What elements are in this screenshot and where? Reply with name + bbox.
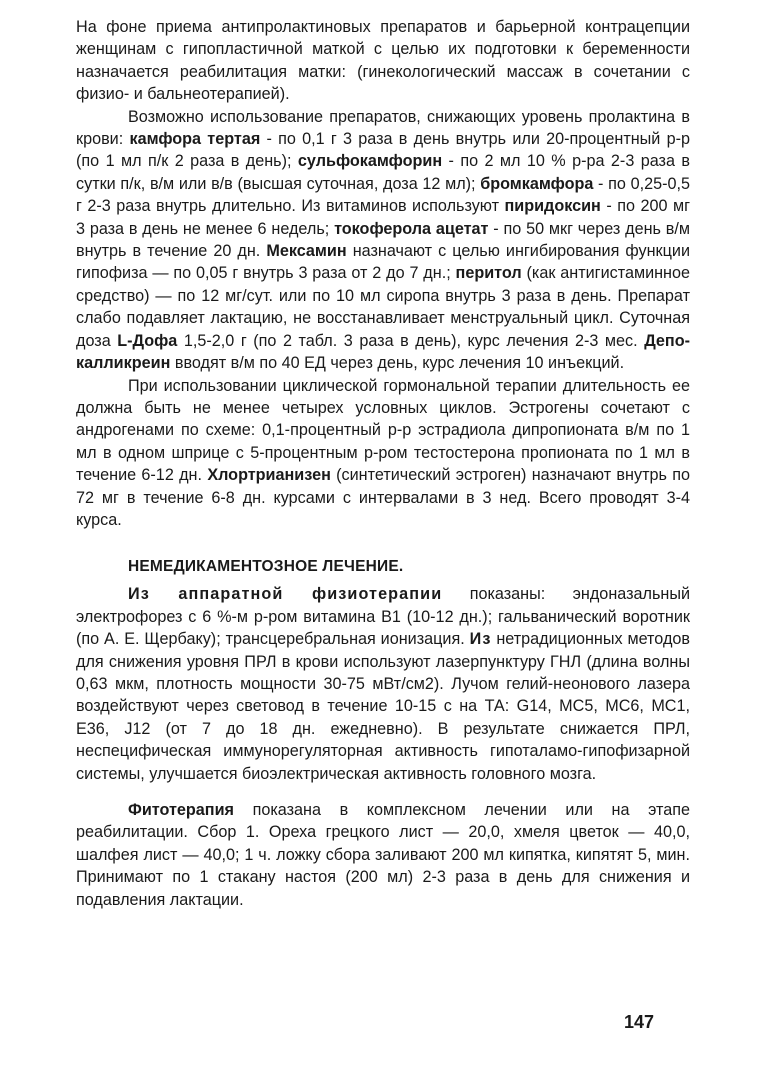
drug-name: перитол	[455, 264, 522, 283]
paragraph-text: При использовании циклической гормональной терапии длительность ее должна быть не менее четырех условных циклов. Эстрогены сочетают с андрогенами по схеме: 0,1-процентный р-р эстрадиола дипропионата в/м по 1 мл в одном шприце с 5-процентным р-ром тестостерона пропионата по 1 мл в течение 6-12 дн.	[76, 376, 690, 485]
paragraph-text: На фоне приема антипролактиновых препаратов и барьерной контрацепции женщинам с гипопластичной маткой с целью их подготовки к беременности назначается реабилитация матки: (гинекологический массаж в сочетании с физио- и бальнеотерапией).	[76, 18, 690, 104]
paragraph-text: - по 2 мл 10 % р-ра 2-3 раза в сутки п/к, в/м или в/в (высшая суточная, доза 12 мл);	[76, 152, 690, 193]
paragraph-text: показана в комплексном лечении или на этапе реабилитации. Сбор 1. Ореха грецкого лист — 20,0, хмеля цветок — 40,0, шалфея лист — 40,0; 1 ч. ложку сбора заливают 200 мл кипятка, кипятят 5, мин. Принимают по 1 стакану настоя (200 мл) 2-3 раза в день для снижения и подавления лактации.	[76, 801, 690, 909]
paragraph-hormone-therapy	[76, 375, 690, 532]
paragraph-text: - по 0,1 г 3 раза в день внутрь или 20-процентный р-р (по 1 мл п/к 2 раза в день);	[76, 130, 690, 171]
section-heading: НЕМЕДИКАМЕНТОЗНОЕ ЛЕЧЕНИЕ.	[128, 558, 404, 576]
paragraph-text: Возможно использование препаратов, снижающих уровень пролактина в крови:	[76, 107, 690, 149]
drug-name: бромкамфора	[480, 174, 594, 193]
paragraph-phytotherapy	[76, 799, 690, 911]
page-number: 147	[624, 1012, 655, 1032]
drug-name: токоферола ацетат	[334, 219, 489, 238]
drug-name: Депо-калликреин	[76, 331, 690, 373]
page-body	[76, 16, 690, 911]
drug-name: L-Дофа	[117, 331, 178, 350]
paragraph-physiotherapy	[76, 583, 690, 785]
paragraph-text: - по 200 мг 3 раза в день не менее 6 недель;	[76, 197, 690, 238]
drug-name: Мексамин	[266, 242, 347, 261]
paragraph-text: показаны: эндоназальный электрофорез с 6 %-м р-ром витамина В1 (10-12 дн.); гальванический воротник (по А. Е. Щербаку); трансцеребральная ионизация.	[76, 585, 690, 649]
paragraph-rehabilitation	[76, 16, 690, 106]
paragraph-text: (как антигистаминное средство) — по 12 мг/сут. или по 10 мл сиропа внутрь 3 раза в день. Препарат слабо подавляет лактацию, не восстанавливает менструальный цикл. Суточная доза	[76, 264, 690, 350]
drug-name: пиридоксин	[504, 197, 601, 216]
paragraph-text: 1,5-2,0 г (по 2 табл. 3 раза в день), курс лечения 2-3 мес.	[177, 331, 645, 350]
paragraph-text: назначают с целью ингибирования функции гипофиза — по 0,05 г внутрь 3 раза от 2 до 7 дн.;	[76, 242, 690, 283]
paragraph-text: нетрадиционных методов для снижения уровня ПРЛ в крови используют лазерпунктуру ГНЛ (длина волны 0,63 мкм, плотность мощности 30-75 мВт/см2). Лучом гелий-неонового лазера воздействуют через световод в течение 10-15 с на ТА: G14, МС5, МС6, МС1, E36, J12 (от 7 до 18 дн. ежедневно). В результате снижается ПРЛ, неспецифическая иммунорегуляторная активность гипоталамо-гипофизарной системы, улучшается биоэлектрическая активность головного мозга.	[76, 630, 690, 783]
emphasis-text: Из	[469, 630, 492, 649]
drug-name: сульфокамфорин	[297, 152, 443, 171]
paragraph-prolactin-drugs	[76, 106, 690, 375]
drug-name: Хлортрианизен	[207, 466, 331, 485]
paragraph-text: (синтетический эстроген) назначают внутрь по 72 мг в течение 6-8 дн. курсами с интервалами в 3 нед. Всего проводят 3-4 курса.	[76, 466, 690, 529]
emphasis-text: Из аппаратной физиотерапии	[128, 585, 443, 604]
paragraph-text: - по 50 мкг через день в/м внутрь в течение 20 дн.	[76, 219, 690, 261]
emphasis-text: Фитотерапия	[128, 801, 234, 819]
drug-name: камфора тертая	[129, 130, 261, 149]
paragraph-text: вводят в/м по 40 ЕД через день, курс лечения 10 инъекций.	[170, 354, 625, 373]
paragraph-text: - по 0,25-0,5 г 2-3 раза внутрь длительно. Из витаминов используют	[76, 174, 690, 216]
